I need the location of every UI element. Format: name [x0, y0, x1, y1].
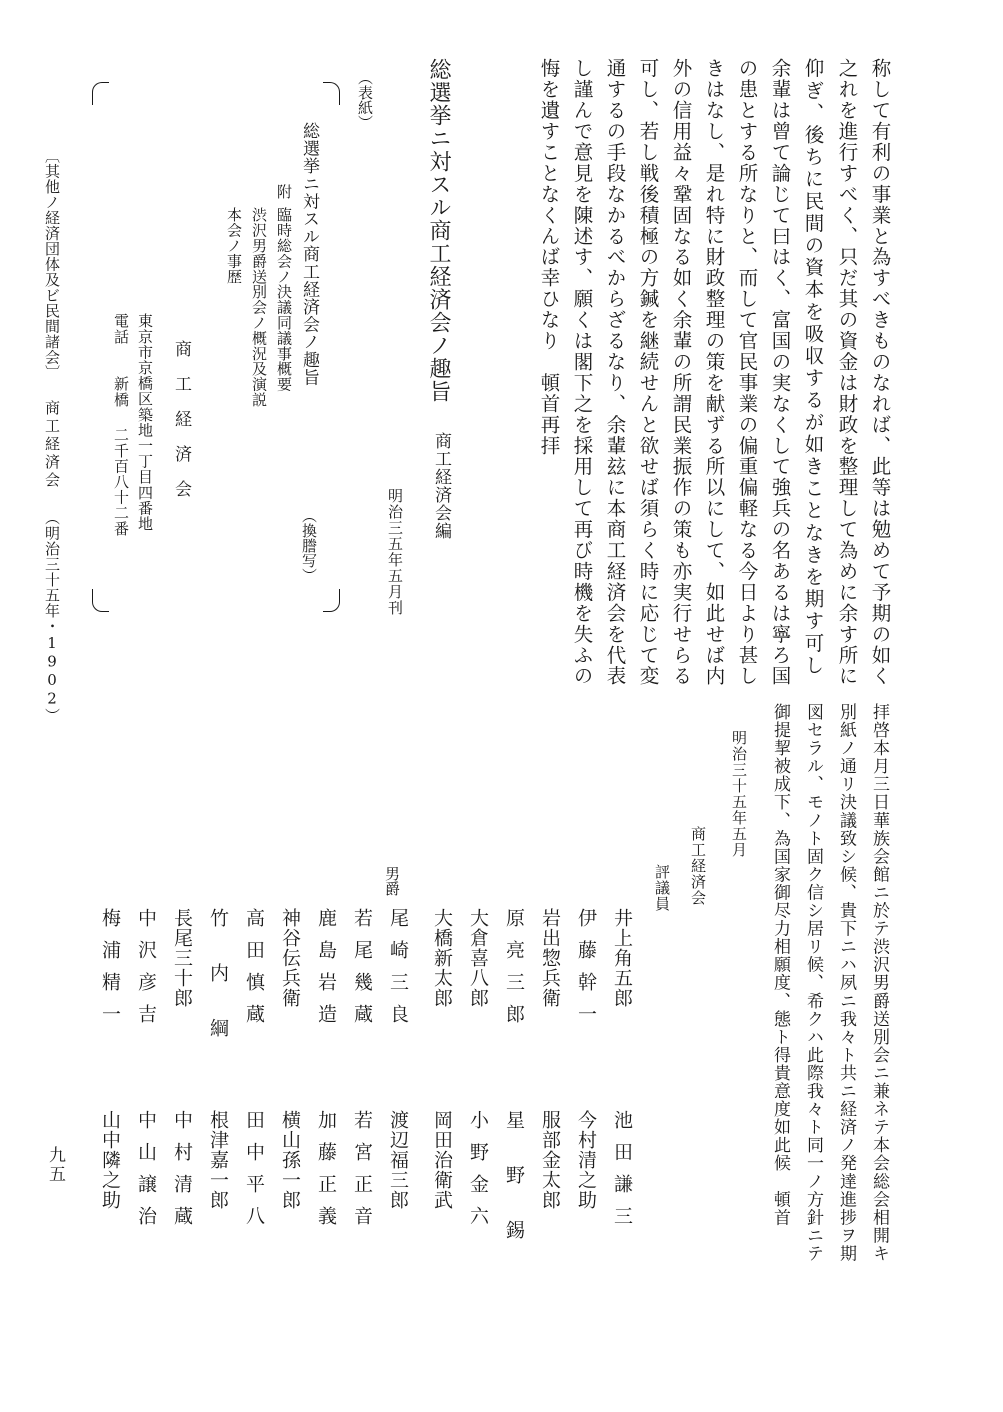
main-text-line: 外の信用益々鞏固なる如く余輩の所謂民業振作の策も亦実行せらる — [669, 58, 693, 687]
bracket-top-left — [92, 82, 109, 105]
letter-line: 図セラル、モノト固ク信シ居リ候、希クハ此際我々ト同一ノ方針ニテ — [803, 703, 823, 1263]
councillors-label: 評議員 — [653, 864, 671, 912]
publication-date: 明治三五年五月刊 — [386, 488, 404, 616]
running-head-section: 〔其他ノ経済団体及ビ民間諸会〕 — [43, 148, 61, 381]
phone-number: 二千百八十二番 — [112, 427, 130, 537]
running-head-era: （明治三十五年・1902） — [43, 510, 61, 724]
councillor-name: 中山譲治 — [135, 1110, 157, 1238]
councillor-name: 原亮三郎 — [503, 908, 525, 1036]
letter-line: 別紙ノ通リ決議致シ候、貴下ニハ夙ニ我々ト共ニ経済ノ発達進捗ヲ期 — [836, 703, 856, 1263]
letter-line: 拝啓本月三日華族会館ニ於テ渋沢男爵送別会ニ兼ネテ本会総会相開キ — [869, 703, 889, 1263]
councillor-name: 岡田治衛武 — [431, 1110, 453, 1210]
letter-signature: 商工経済会 — [689, 826, 707, 906]
phone-label: 電話 — [112, 313, 130, 345]
main-text-line: 悔を遺すことなくんば幸ひなり 頓首再拝 — [537, 58, 561, 457]
main-text-line: きはなし、是れ特に財政整理の策を献ずる所以にして、如此せば内 — [702, 58, 726, 687]
page-number: 九五 — [45, 1146, 65, 1184]
councillor-name: 中村清蔵 — [171, 1110, 193, 1238]
councillor-name: 竹内綱 — [207, 908, 229, 1073]
baron-label: 男爵 — [383, 866, 401, 896]
councillor-name: 岩出惣兵衛 — [539, 908, 561, 1008]
phone-exchange: 新橋 — [112, 376, 130, 408]
councillor-name: 中沢彦吉 — [135, 908, 157, 1036]
letter-date: 明治三十五年五月 — [730, 730, 748, 858]
councillor-name: 根津嘉一郎 — [207, 1110, 229, 1210]
running-head-org: 商工経済会 — [43, 400, 61, 490]
councillor-name: 大倉喜八郎 — [467, 908, 489, 1008]
main-text-line: し謹んで意見を陳述す、願くは閣下之を採用して再び時機を失ふの — [570, 58, 594, 687]
main-text-line: 称して有利の事業と為すべきものなれば、此等は勉めて予期の如く — [868, 58, 892, 687]
appendix-item: 臨時総会ノ決議同議事概要 — [275, 207, 293, 392]
councillor-name: 若宮正音 — [351, 1110, 373, 1238]
councillor-name: 小野金六 — [467, 1110, 489, 1238]
cover-publisher: 商工経済会 — [171, 340, 191, 515]
councillor-name: 星野錫 — [503, 1110, 525, 1275]
main-text-line: 可し、若し戦後積極の方鍼を継続せんと欲せば須らく時に応じて変 — [636, 58, 660, 687]
main-text-line: 之れを進行すべく、只だ其の資金は財政を整理して為めに余す所に — [835, 58, 859, 687]
councillor-name: 山中隣之助 — [99, 1110, 121, 1210]
councillor-name: 大橋新太郎 — [431, 908, 453, 1008]
councillor-name: 井上角五郎 — [611, 908, 633, 1008]
main-text-line: 仰ぎ、後ちに民間の資本を吸収するが如きことなきを期す可し — [801, 58, 825, 677]
councillor-name: 梅浦精一 — [99, 908, 121, 1036]
councillor-name: 池田謙三 — [611, 1110, 633, 1238]
councillor-name: 今村清之助 — [575, 1110, 597, 1210]
cover-note: （換謄写） — [300, 508, 318, 583]
bracket-top-right — [323, 82, 340, 105]
cover-address: 東京市京橋区築地一丁目四番地 — [136, 313, 154, 532]
councillor-name: 尾崎三良 — [387, 908, 409, 1036]
councillor-name: 鹿島岩造 — [315, 908, 337, 1036]
appendix-item: 本会ノ事歴 — [225, 207, 243, 284]
cover-label: （表紙） — [356, 70, 374, 130]
councillor-name: 長尾三十郎 — [171, 908, 193, 1008]
appendix-label: 附 — [275, 184, 293, 199]
letter-line: 御提挈被成下、為国家御尽力相願度、態ト得貴意度如此候 頓首 — [770, 703, 790, 1227]
cover-title: 総選挙ニ対スル商工経済会ノ趣旨 — [299, 122, 319, 386]
main-text-line: 通するの手段なかるべからざるなり、余輩玆に本商工経済会を代表 — [603, 58, 627, 687]
councillor-name: 渡辺福三郎 — [387, 1110, 409, 1210]
councillor-name: 高田慎蔵 — [243, 908, 265, 1036]
councillor-name: 伊藤幹一 — [575, 908, 597, 1036]
main-text-line: の患とする所なりと、而して官民事業の偏重偏軽なる今日より甚し — [735, 58, 759, 687]
councillor-name: 若尾幾蔵 — [351, 908, 373, 1036]
appendix-item: 渋沢男爵送別会ノ概況及演説 — [250, 207, 268, 408]
councillor-name: 横山孫一郎 — [279, 1110, 301, 1210]
document-title: 総選挙ニ対スル商工経済会ノ趣旨 — [426, 58, 451, 403]
councillor-name: 加藤正義 — [315, 1110, 337, 1238]
councillor-name: 服部金太郎 — [539, 1110, 561, 1210]
councillor-name: 神谷伝兵衛 — [279, 908, 301, 1008]
councillor-name: 田中平八 — [243, 1110, 265, 1238]
bracket-bottom-left — [92, 589, 109, 612]
bracket-bottom-right — [323, 589, 340, 612]
document-editor: 商工経済会編 — [431, 432, 451, 540]
main-text-line: 余輩は曾て論じて曰はく、富国の実なくして強兵の名あるは寧ろ国 — [768, 58, 792, 687]
